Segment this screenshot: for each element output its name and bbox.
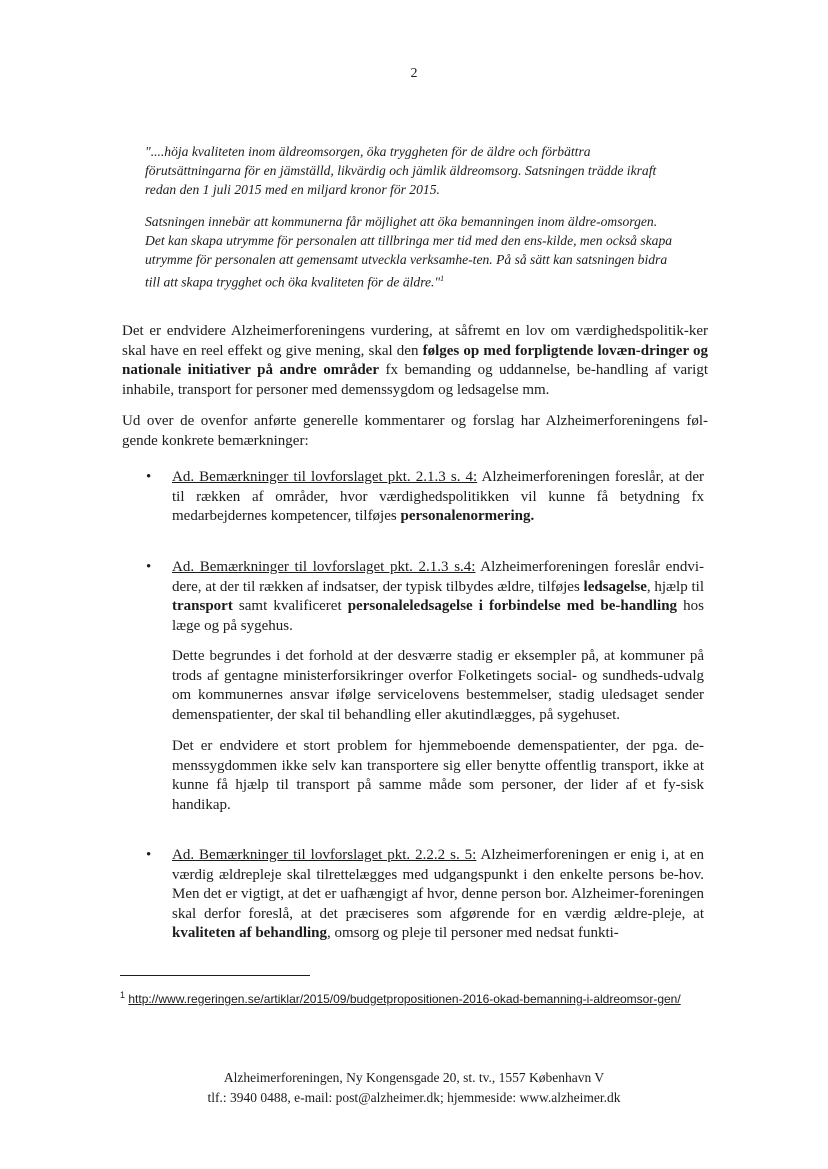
section-reference-3: Ad. Bemærkninger til lovforslaget pkt. 2.2.2 s. 5: xyxy=(172,847,477,863)
section-reference-2: Ad. Bemærkninger til lovforslaget pkt. 2.1.3 s.4: xyxy=(172,559,476,575)
bullet-item-1: Ad. Bemærkninger til lovforslaget pkt. 2.1.3 s. 4: Alzheimerforeningen foreslår, at der til rækken af områder, hvor værdighedspolitikken vil kunne få betydning fx medarbejdernes kompetencer, tilføjes personalenormering. xyxy=(172,469,704,525)
paragraph-values-policy: Det er endvidere Alzheimerforeningens vurdering, at såfremt en lov om værdighedspolitik-ker skal have en reel effekt og give mening, skal den følges op med forpligtende lovæn-dringer og nationale initiativer på andre områder fx bemanding og uddannelse, be-handling af varigt inhabile, transport for personer med demenssygdom og ledsagelse mm. xyxy=(122,323,708,398)
footer-contact: tlf.: 3940 0488, e-mail: post@alzheimer.dk; hjemmeside: www.alzheimer.dk xyxy=(207,1090,621,1105)
paragraph-remarks-intro: Ud over de ovenfor anførte generelle kommentarer og forslag har Alzheimerforeningens føl-gende konkrete bemærkninger: xyxy=(122,413,708,449)
footnote-link[interactable]: http://www.regeringen.se/artiklar/2015/09/budgetpropositionen-2016-okad-bemanning-i-aldreomsor-gen/ xyxy=(128,992,681,1006)
paragraph-escort-reason: Dette begrundes i det forhold at der desværre stadig er eksempler på, at kommuner på trods af gentagne ministerforsikringer overfor Folketingets social- og sundheds-udvalg om kommunernes ansvar ifølge servicelovens bestemmelser, stadig uledsaget sender demenspatienter, der skal til behandling eller akutindlægges, på sygehuset. xyxy=(172,648,704,723)
section-reference-1: Ad. Bemærkninger til lovforslaget pkt. 2.1.3 s. 4: xyxy=(172,469,478,485)
footnote-number: 1 xyxy=(120,990,126,1000)
quote-block xyxy=(145,142,675,199)
quote-block-2 xyxy=(145,212,675,292)
bullet-item-2: Ad. Bemærkninger til lovforslaget pkt. 2.1.3 s.4: Alzheimerforeningen foreslår endvi-dere, at der til rækken af indsatser, der typisk tilbydes ældre, tilføjes ledsagelse, hjælp til transport samt kvalificeret personaleledsagelse i forbindelse med be-handling hos læge og på sygehus. xyxy=(172,559,704,634)
footnote xyxy=(120,986,700,1008)
quote-paragraph-2: Satsningen innebär att kommunerna får möjlighet att öka bemanningen inom äldre-omsorgen. Det kan skapa utrymme för personalen att tillbringa mer tid med den ens-kilde, men också skapa utrymme för personalen att gemensamt utveckla verksamhe-ten. På så sätt kan satsningen bidra till att skapa trygghet och öka kvaliteten för de äldre."$^1$ xyxy=(145,214,673,290)
emphasis-legislation: følges op med forpligtende lovæn-dringer og nationale initiativer på andre områder xyxy=(122,342,708,379)
bullet-marker-2: • xyxy=(146,559,152,575)
footnote-divider xyxy=(120,975,310,976)
bullet-item-3: Ad. Bemærkninger til lovforslaget pkt. 2.2.2 s. 5: Alzheimerforeningen er enig i, at en værdig ældrepleje skal tilrettelægges med udgangspunkt i den enkelte persons be-hov. Men det er vigtigt, at det er uafhængigt af hvor, denne person bor. Alzheimer-foreningen skal derfor foreslå, at det præciseres som afgørende for en værdig ældre-pleje, at kvaliteten af behandling, omsorg og pleje til personer med nedsat funkti- xyxy=(172,847,704,942)
page-number: 2 xyxy=(410,66,418,81)
paragraph-transport-problem: Det er endvidere et stort problem for hjemmeboende demenspatienter, der pga. de-menssygdommen ikke selv kan transportere sig eller benytte offentlig transport, ikke at kunne få hjælp til transport på samme måde som personer, der lider af et fy-sisk handikap. xyxy=(172,738,704,813)
bullet-marker-1: • xyxy=(146,469,152,485)
bullet-marker-3: • xyxy=(146,847,152,863)
footer-address: Alzheimerforeningen, Ny Kongensgade 20, st. tv., 1557 København V xyxy=(223,1070,605,1085)
quote-paragraph-1: "....höja kvaliteten inom äldreomsorgen, öka tryggheten för de äldre och förbättra förutsättningarna för en jämställd, likvärdig och jämlik äldreomsorg. Satsningen trädde ikraft redan den 1 juli 2015 med en miljard kronor för 2015. xyxy=(145,144,657,197)
footnote-marker: 1 xyxy=(440,274,445,283)
